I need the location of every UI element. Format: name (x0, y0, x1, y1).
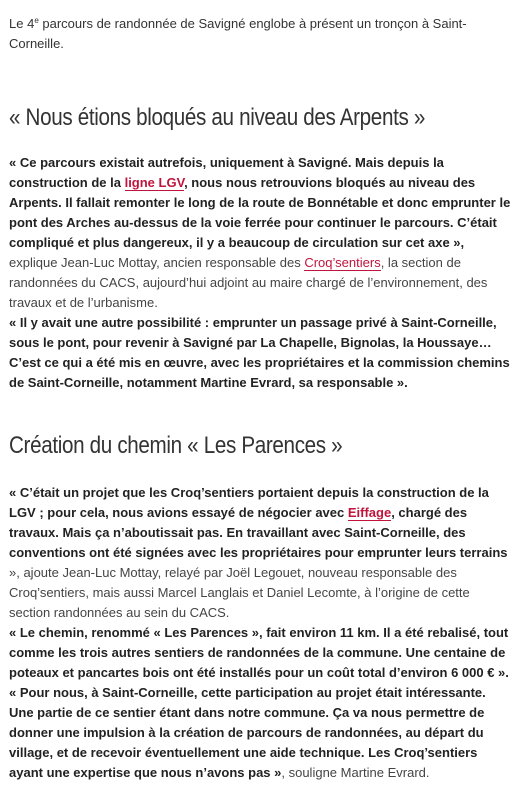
quote-text: « Il y avait une autre possibilité : emprunter un passage privé à Saint-Corneille, (9, 315, 497, 330)
quote-text: Une partie de ce sentier étant dans notre commune. Ça va nous permettre de (9, 705, 485, 720)
croqsentiers-link[interactable]: Croq’sentiers (304, 255, 381, 270)
intro-line (9, 14, 499, 34)
section-heading-arpents: « Nous étions bloqués au niveau des Arpents » (9, 104, 425, 131)
quote-text: sous le pont, pour revenir à Savigné par La Chapelle, Bignolas, la Houssaye… (9, 335, 492, 350)
quote-text: pont des Arches au-dessus de la voie ferrée pour continuer le parcours. C’était (9, 215, 497, 230)
attribution-text: , la section de (380, 255, 461, 270)
text-line: section randonnées au sein du CACS. (9, 605, 230, 620)
quote-text: « Ce parcours existait autrefois, uniquement à Savigné. Mais depuis la (9, 155, 444, 170)
quote-text: travaux. Mais ça n’aboutissait pas. En travaillant avec Saint-Corneille, des (9, 525, 466, 540)
text-line (9, 253, 505, 273)
quote-text: , nous nous retrouvions bloqués au niveau des (184, 175, 476, 190)
ordinal-superscript: e (34, 16, 39, 25)
intro-line: Corneille. (9, 36, 64, 51)
text-line (9, 483, 505, 503)
intro-text: parcours de randonnée de Savigné englobe à présent un tronçon à Saint- (38, 16, 467, 31)
intro-text: Le 4 (9, 16, 35, 31)
text-line: », ajoute Jean-Luc Mottay, relayé par Joël Legouet, nouveau responsable des (9, 565, 457, 580)
quote-text: compliqué et plus dangereux, il y a beaucoup de circulation sur cet axe », (9, 235, 465, 250)
text-line (9, 643, 505, 663)
text-line (9, 333, 505, 353)
quote-text: construction de la (9, 175, 125, 190)
text-line (9, 173, 505, 193)
attribution-text: , souligne Martine Evrard. (281, 765, 430, 780)
text-line (9, 193, 511, 213)
text-line (9, 153, 505, 173)
ligne-lgv-link[interactable]: ligne LGV (124, 175, 185, 190)
text-line (9, 233, 505, 253)
quote-text: comme les trois autres sentiers de randonnées de la commune. Une centaine de (9, 645, 506, 660)
text-line (9, 213, 505, 233)
section-heading-parences: Création du chemin « Les Parences » (9, 432, 343, 459)
text-line: Croq’sentiers, mais aussi Marcel Langlais et Daniel Lecomte, à l’origine de cette (9, 585, 470, 600)
text-line (9, 373, 505, 393)
quote-text: village, et de recevoir éventuellement une aide technique. Les Croq’sentiers (9, 745, 478, 760)
text-line (9, 523, 505, 543)
section-paragraph-arpents (9, 153, 511, 393)
quote-text: poteaux et pancartes bois ont été installés pour un coût total d’environ 6 000 € ». (9, 665, 509, 680)
quote-text: Arpents. Il fallait remonter le long de la route de Bonnétable et donc emprunter le (9, 195, 511, 210)
intro-paragraph (9, 14, 499, 54)
quote-text: de Saint-Corneille, notamment Martine Evrard, sa responsable ». (9, 375, 408, 390)
text-line (9, 543, 508, 563)
quote-text: ayant une expertise que nous n’avons pas » (9, 765, 282, 780)
quote-text: « Le chemin, renommé « Les Parences », fait environ 11 km. Il a été rebalisé, tout (9, 625, 509, 640)
text-line (9, 503, 505, 523)
quote-text: « Pour nous, à Saint-Corneille, cette participation au projet était intéressante. (9, 685, 486, 700)
text-line (9, 703, 505, 723)
text-line: randonnées du CACS, aujourd’hui adjoint au maire chargé de l’environnement, des (9, 275, 488, 290)
text-line (9, 683, 505, 703)
text-line (9, 723, 505, 743)
quote-text: LGV ; pour cela, nous avions essayé de négocier avec (9, 505, 348, 520)
attribution-text: explique Jean-Luc Mottay, ancien responsable des (9, 255, 305, 270)
quote-text: conventions ont été signées avec les propriétaires pour emprunter leurs terrains (9, 545, 508, 560)
quote-text: donner une impulsion à la création de parcours de randonnées, au départ du (9, 725, 484, 740)
text-line (9, 313, 505, 333)
text-line (9, 623, 509, 643)
section-paragraph-parences (9, 483, 509, 783)
text-line (9, 353, 510, 373)
quote-text: C’est ce qui a été mis en œuvre, avec les propriétaires et la commission chemins (9, 355, 510, 370)
quote-text: , chargé des (391, 505, 468, 520)
text-line (9, 663, 509, 683)
text-line: travaux et de l’urbanisme. (9, 295, 158, 310)
text-line (9, 743, 505, 763)
quote-text: « C’était un projet que les Croq’sentiers portaient depuis la construction de la (9, 485, 489, 500)
eiffage-link[interactable]: Eiffage (347, 505, 392, 520)
text-line (9, 763, 505, 783)
